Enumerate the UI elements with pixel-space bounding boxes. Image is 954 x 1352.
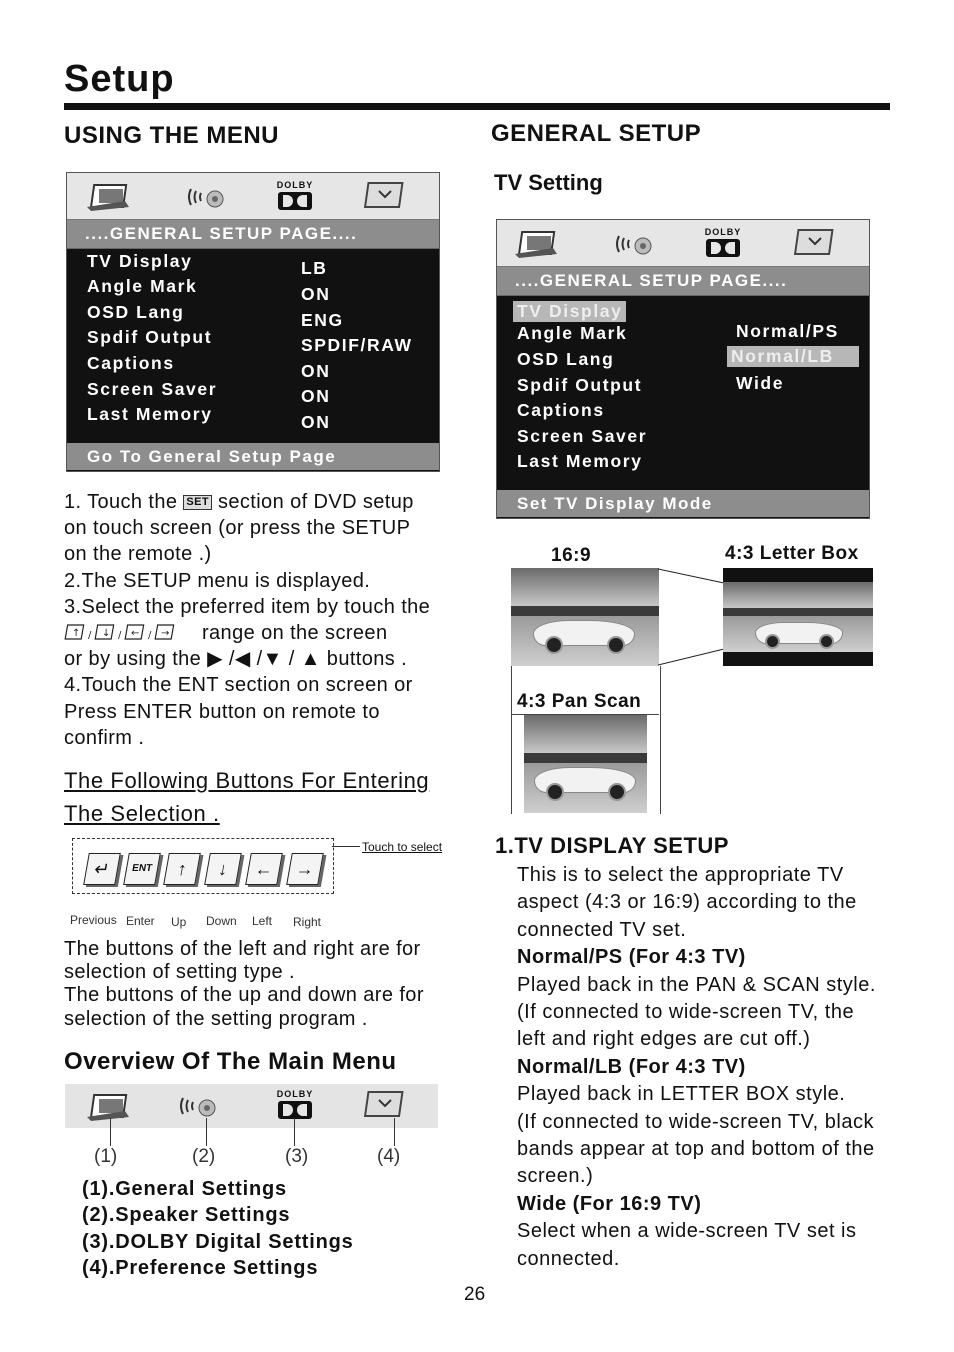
up-button[interactable]: ↑ xyxy=(163,853,201,885)
menu-value-tv-display: LB xyxy=(301,258,328,278)
touch-label-leader xyxy=(332,846,360,847)
menu-value-angle-mark: ON xyxy=(301,284,331,304)
menu-item-tv-display-selected[interactable]: TV Display xyxy=(513,301,626,322)
ps-line-2: (If connected to wide-screen TV, the xyxy=(517,1001,855,1024)
following-line1: The Following Buttons For Entering xyxy=(64,768,430,793)
touch-to-select-label: Touch to select xyxy=(362,840,443,854)
menu-footer: Go To General Setup Page xyxy=(67,443,439,470)
overview-list xyxy=(82,1176,354,1281)
buttons-description xyxy=(64,938,464,1031)
step1-a: 1. Touch the xyxy=(64,491,178,513)
leader-line-3 xyxy=(294,1118,295,1146)
step2: 2.The SETUP menu is displayed. xyxy=(64,569,371,592)
svg-text:↓: ↓ xyxy=(102,628,111,640)
menu-item-captions[interactable]: Captions xyxy=(517,400,605,420)
set-key-icon: SET xyxy=(183,495,212,510)
letterbox-image xyxy=(723,568,873,666)
speaker-settings-icon xyxy=(185,183,231,211)
leader-line-4 xyxy=(394,1118,395,1146)
lb-line-1: Played back in LETTER BOX style. xyxy=(517,1083,846,1106)
menu-footer: Set TV Display Mode xyxy=(497,490,869,517)
step1-c: on touch screen (or press the SETUP xyxy=(64,517,411,540)
wide-line-1: Select when a wide-screen TV set is xyxy=(517,1220,857,1243)
lb-line-2: (If connected to wide-screen TV, black xyxy=(517,1110,874,1133)
menu-item-angle-mark[interactable]: Angle Mark xyxy=(87,276,198,296)
panscan-aspect-label: 4:3 Pan Scan xyxy=(517,691,642,712)
svg-text:→: → xyxy=(161,628,170,640)
left-label: Left xyxy=(252,914,273,928)
remote-arrow-icons: ▶ /◀ /▼ / ▲ xyxy=(207,648,321,671)
overview-item-speaker: (2).Speaker Settings xyxy=(82,1204,291,1227)
menu-item-spdif-output[interactable]: Spdif Output xyxy=(517,375,643,395)
menu-value-spdif-output: SPDIF/RAW xyxy=(301,335,413,355)
menu-value-screen-saver: ON xyxy=(301,386,331,406)
menu-item-screen-saver[interactable]: Screen Saver xyxy=(87,379,218,399)
menu-body xyxy=(497,296,869,490)
normal-lb-title: Normal/LB (For 4:3 TV) xyxy=(517,1055,746,1078)
step4-c: confirm . xyxy=(64,726,145,749)
dolby-digital-icon xyxy=(275,1089,315,1125)
overview-item-dolby: (3).DOLBY Digital Settings xyxy=(82,1230,354,1253)
svg-text:/: / xyxy=(118,630,122,642)
dolby-label: DOLBY xyxy=(704,227,742,237)
following-buttons-heading xyxy=(64,764,429,830)
menu-item-screen-saver[interactable]: Screen Saver xyxy=(517,426,648,446)
menu-item-last-memory[interactable]: Last Memory xyxy=(87,404,213,424)
overview-item-preference: (4).Preference Settings xyxy=(82,1256,319,1279)
enter-label: Enter xyxy=(126,914,155,928)
buttons-desc-4: selection of the setting program . xyxy=(64,1007,368,1030)
menu-value-last-memory: ON xyxy=(301,412,331,432)
tv-display-menu-screen xyxy=(496,219,870,519)
overview-num-4: (4) xyxy=(377,1146,401,1167)
step4-a: 4.Touch the ENT section on screen or xyxy=(64,674,413,697)
buttons-desc-3: The buttons of the up and down are for xyxy=(64,984,424,1007)
menu-value-osd-lang: ENG xyxy=(301,310,344,330)
menu-header: ....GENERAL SETUP PAGE.... xyxy=(497,267,869,296)
step1-b: section of DVD setup xyxy=(217,491,414,513)
overview-heading: Overview Of The Main Menu xyxy=(64,1048,397,1075)
speaker-settings-icon xyxy=(613,230,659,258)
ps-line-1: Played back in the PAN & SCAN style. xyxy=(517,973,876,996)
dolby-digital-icon xyxy=(703,227,743,263)
lb-line-3: bands appear at top and bottom of the xyxy=(517,1138,875,1161)
general-settings-icon xyxy=(513,226,563,260)
overview-item-general: (1).General Settings xyxy=(82,1178,287,1200)
previous-label: Previous xyxy=(70,913,117,927)
wide-line-2: connected. xyxy=(517,1247,620,1270)
option-normal-lb-selected[interactable]: Normal/LB xyxy=(727,346,859,367)
tv-display-setup-text xyxy=(517,862,937,1273)
using-menu-heading: USING THE MENU xyxy=(64,122,280,149)
preference-settings-icon xyxy=(793,226,837,260)
leader-line-2 xyxy=(206,1118,207,1146)
step1-d: on the remote .) xyxy=(64,543,212,566)
intro-line-1: This is to select the appropriate TV xyxy=(517,864,844,886)
panscan-image xyxy=(524,715,647,813)
right-button[interactable]: → xyxy=(286,853,324,885)
title-rule xyxy=(64,103,890,110)
setup-steps xyxy=(64,489,464,751)
following-line2: The Selection . xyxy=(64,801,220,826)
menu-item-last-memory[interactable]: Last Memory xyxy=(517,451,643,471)
leader-line-1 xyxy=(110,1118,111,1146)
overview-num-2: (2) xyxy=(192,1146,216,1167)
svg-text:/: / xyxy=(148,630,152,642)
dolby-label: DOLBY xyxy=(276,180,314,190)
menu-item-tv-display[interactable]: TV Display xyxy=(87,251,193,271)
down-label: Down xyxy=(206,914,237,928)
arrow-keys-icon xyxy=(64,623,188,641)
tv-setting-heading: TV Setting xyxy=(494,170,603,195)
preference-settings-icon xyxy=(363,1088,407,1122)
normal-ps-title: Normal/PS (For 4:3 TV) xyxy=(517,946,746,969)
svg-text:↑: ↑ xyxy=(72,628,81,640)
down-button[interactable]: ↓ xyxy=(204,853,242,885)
speaker-settings-icon xyxy=(177,1092,223,1120)
step4-b: Press ENTER button on remote to xyxy=(64,700,380,723)
menu-icon-bar xyxy=(497,220,869,267)
buttons-desc-2: selection of setting type . xyxy=(64,961,295,984)
menu-item-osd-lang[interactable]: OSD Lang xyxy=(87,302,185,322)
general-setup-menu-screen xyxy=(66,172,440,472)
aspect-connector-lines xyxy=(658,565,728,675)
step3-c: or by using the xyxy=(64,648,202,671)
menu-item-osd-lang[interactable]: OSD Lang xyxy=(517,349,615,369)
preference-settings-icon xyxy=(363,179,407,213)
option-normal-ps[interactable]: Normal/PS xyxy=(736,321,839,341)
general-setup-heading: GENERAL SETUP xyxy=(491,120,702,147)
dolby-label: DOLBY xyxy=(276,1089,314,1099)
menu-item-angle-mark[interactable]: Angle Mark xyxy=(517,323,628,343)
right-label: Right xyxy=(293,915,322,929)
general-settings-icon xyxy=(85,179,135,213)
wide-aspect-label: 16:9 xyxy=(551,545,592,566)
enter-button[interactable]: ENT xyxy=(123,853,161,885)
letterbox-aspect-label: 4:3 Letter Box xyxy=(725,543,859,564)
previous-button[interactable]: ↵ xyxy=(83,853,121,885)
step3-a: 3.Select the preferred item by touch the xyxy=(64,595,431,618)
page-title: Setup xyxy=(64,58,175,100)
dolby-digital-icon xyxy=(275,180,315,216)
step3-b: range on the screen xyxy=(201,622,388,645)
wide-title: Wide (For 16:9 TV) xyxy=(517,1192,702,1215)
buttons-desc-1: The buttons of the left and right are for xyxy=(64,938,421,960)
menu-value-captions: ON xyxy=(301,361,331,381)
overview-icon-bar xyxy=(65,1084,438,1128)
intro-line-2: aspect (4:3 or 16:9) according to the xyxy=(517,891,857,914)
option-wide[interactable]: Wide xyxy=(736,373,785,393)
intro-line-3: connected TV set. xyxy=(517,918,687,941)
step3-d: buttons . xyxy=(326,648,408,671)
menu-item-spdif-output[interactable]: Spdif Output xyxy=(87,327,213,347)
up-label: Up xyxy=(171,915,187,929)
lb-line-4: screen.) xyxy=(517,1165,594,1188)
menu-icon-bar xyxy=(67,173,439,220)
ps-line-3: left and right edges are cut off.) xyxy=(517,1028,811,1051)
menu-body xyxy=(67,249,439,443)
overview-num-3: (3) xyxy=(285,1146,309,1167)
wide-screen-image xyxy=(511,568,659,666)
menu-header: ....GENERAL SETUP PAGE.... xyxy=(67,220,439,249)
svg-text:/: / xyxy=(88,630,92,642)
tv-display-setup-heading: 1.TV DISPLAY SETUP xyxy=(495,833,729,858)
left-button[interactable]: ← xyxy=(245,853,283,885)
svg-text:←: ← xyxy=(131,628,140,640)
overview-num-1: (1) xyxy=(94,1146,118,1167)
page-number: 26 xyxy=(464,1284,486,1305)
menu-item-captions[interactable]: Captions xyxy=(87,353,175,373)
